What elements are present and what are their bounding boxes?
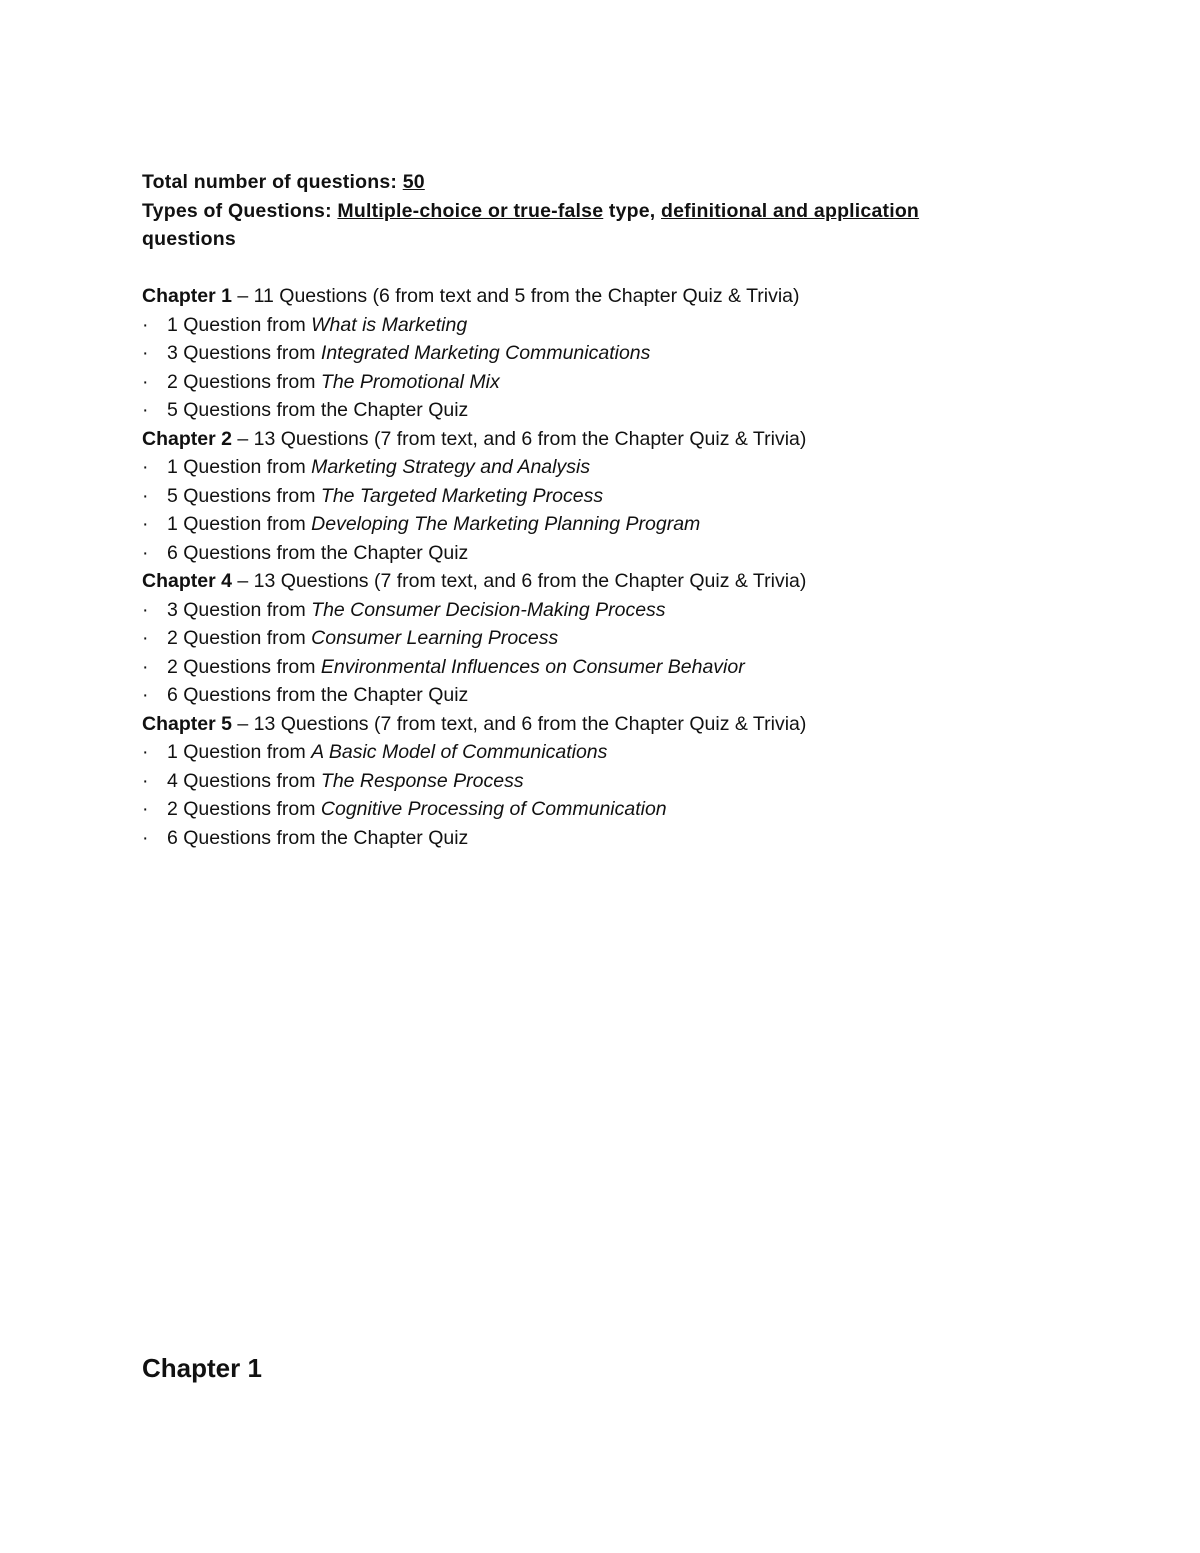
item-count-text: 3 Questions from — [167, 342, 321, 364]
list-item — [142, 311, 1042, 340]
list-item — [142, 539, 1042, 568]
chapter-title: Chapter 5 — [142, 712, 232, 735]
list-item — [142, 624, 1042, 653]
list-item — [142, 510, 1042, 539]
item-count-text: 1 Question from — [167, 456, 312, 478]
chapter-summary: – 11 Questions (6 from text and 5 from the Chapter Quiz & Trivia) — [231, 285, 800, 307]
bullet-icon: · — [142, 598, 149, 621]
question-types-format: Multiple-choice or true-false — [337, 199, 604, 222]
chapter-title: Chapter 1 — [142, 285, 232, 307]
item-count-text: 4 Questions from — [167, 769, 321, 792]
item-count-text: 2 Questions from — [167, 370, 321, 393]
bullet-icon: · — [142, 484, 149, 507]
item-topic: The Consumer Decision-Making Process — [311, 598, 666, 621]
item-count-text: 2 Questions from — [167, 798, 321, 820]
total-questions-label: Total number of questions: — [142, 171, 403, 193]
chapter-summary: – 13 Questions (7 from text, and 6 from the Chapter Quiz & Trivia) — [231, 427, 807, 450]
item-topic: Cognitive Processing of Communication — [320, 798, 667, 820]
bullet-icon: · — [142, 313, 149, 336]
document-body — [142, 168, 1042, 852]
list-item — [142, 795, 1042, 824]
blank-line — [142, 254, 1042, 283]
question-types-end: questions — [142, 228, 236, 250]
item-topic: Consumer Learning Process — [311, 627, 559, 649]
bullet-icon: · — [142, 513, 149, 535]
bullet-icon: · — [142, 741, 149, 763]
item-topic: The Promotional Mix — [320, 370, 500, 393]
chapter-summary-line — [142, 282, 1042, 311]
bullet-icon: · — [142, 342, 149, 364]
list-item — [142, 824, 1042, 853]
list-item — [142, 339, 1042, 368]
question-types-label: Types of Questions: — [142, 199, 338, 222]
chapter-summary-line — [142, 425, 1042, 454]
item-topic: Integrated Marketing Communications — [320, 342, 651, 364]
list-item — [142, 767, 1042, 796]
item-topic: Environmental Influences on Consumer Behavior — [320, 655, 745, 678]
item-count-text: 6 Questions from the Chapter Quiz — [167, 826, 469, 849]
total-questions-line — [142, 168, 1042, 197]
chapter-heading: Chapter 1 — [142, 1353, 262, 1383]
bullet-icon: · — [142, 798, 149, 820]
question-types-connector: type, — [603, 199, 662, 222]
chapter-title: Chapter 2 — [142, 427, 232, 450]
item-topic: The Response Process — [320, 769, 524, 792]
item-count-text: 5 Questions from the Chapter Quiz — [167, 399, 469, 421]
bullet-icon: · — [142, 370, 149, 393]
item-count-text: 1 Question from — [167, 513, 312, 535]
item-topic: The Targeted Marketing Process — [320, 484, 604, 507]
item-topic: What is Marketing — [311, 313, 468, 336]
list-item — [142, 738, 1042, 767]
bullet-icon: · — [142, 769, 149, 792]
item-topic: A Basic Model of Communications — [311, 741, 608, 763]
chapter-summary: – 13 Questions (7 from text, and 6 from the Chapter Quiz & Trivia) — [231, 712, 807, 735]
total-questions-value: 50 — [402, 171, 425, 193]
item-count-text: 6 Questions from the Chapter Quiz — [167, 684, 469, 706]
item-count-text: 5 Questions from — [167, 484, 321, 507]
chapter-summary: – 13 Questions (7 from text, and 6 from the Chapter Quiz & Trivia) — [231, 570, 807, 592]
bullet-icon: · — [142, 541, 149, 564]
chapter-breakdown-list — [142, 282, 1042, 852]
list-item — [142, 453, 1042, 482]
bullet-icon: · — [142, 627, 149, 649]
chapter-summary-line — [142, 710, 1042, 739]
list-item — [142, 482, 1042, 511]
bullet-icon: · — [142, 655, 149, 678]
item-count-text: 1 Question from — [167, 741, 312, 763]
item-count-text: 2 Question from — [167, 627, 312, 649]
chapter-title: Chapter 4 — [142, 570, 232, 592]
list-item — [142, 596, 1042, 625]
bullet-icon: · — [142, 399, 149, 421]
item-count-text: 1 Question from — [167, 313, 312, 336]
bullet-icon: · — [142, 826, 149, 849]
chapter-summary-line — [142, 567, 1042, 596]
question-types-kind: definitional and application — [661, 199, 920, 222]
list-item — [142, 396, 1042, 425]
question-types-line-end — [142, 225, 1042, 254]
list-item — [142, 368, 1042, 397]
bullet-icon: · — [142, 684, 149, 706]
item-topic: Marketing Strategy and Analysis — [311, 456, 591, 478]
item-count-text: 2 Questions from — [167, 655, 321, 678]
item-count-text: 6 Questions from the Chapter Quiz — [167, 541, 469, 564]
item-count-text: 3 Question from — [167, 598, 312, 621]
list-item — [142, 653, 1042, 682]
question-types-line — [142, 197, 1042, 226]
bullet-icon: · — [142, 456, 149, 478]
list-item — [142, 681, 1042, 710]
item-topic: Developing The Marketing Planning Program — [311, 513, 701, 535]
